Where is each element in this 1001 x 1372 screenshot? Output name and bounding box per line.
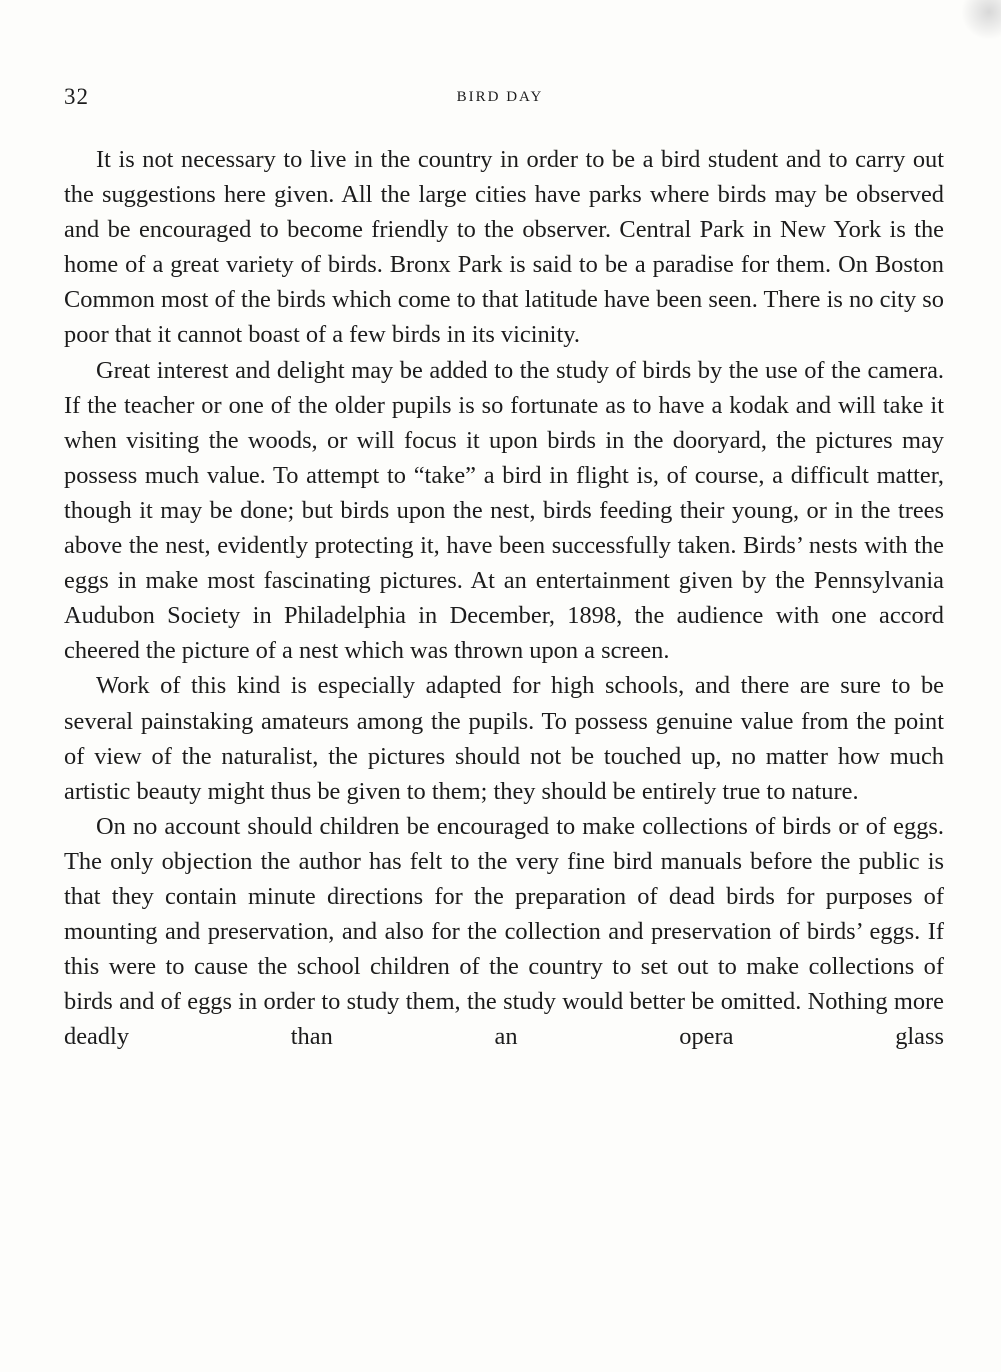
running-title: BIRD DAY xyxy=(456,89,544,105)
paragraph-city-parks: It is not necessary to live in the country in order to be a bird student and to carry out the suggestions here given. All the large cities have parks where birds may be observed and be encouraged to become friendly to the observer. Central Park in New York is the home of a great variety of birds. Bronx Park is said to be a paradise for them. On Boston Common most of the birds which come to that latitude have been seen. There is no city so poor that it cannot boast of a few birds in its vicinity. xyxy=(64,146,944,349)
paragraph-camera: Great interest and delight may be added to the study of birds by the use of the camera. If the teacher or one of the older pupils is so fortunate as to have a kodak and will take it when visiting the woods, or will focus it upon birds in the dooryard, the pictures may possess much value. To attempt to “take” a bird in flight is, of course, a difficult matter, though it may be done; but birds upon the nest, birds feeding their young, or in the trees above the nest, evidently protecting it, have been successfully taken. Birds’ nests with the eggs in make most fascinating pictures. At an entertainment given by the Pennsylvania Audubon Society in Philadelphia in December, 1898, the audience with one accord cheered the picture of a nest which was thrown upon a screen. xyxy=(64,356,944,665)
paragraph-collections: On no account should children be encouraged to make collections of birds or of eggs. The only objection the author has felt to the very fine bird manuals before the public is that they contain minute directions for the preparation of dead birds for purposes of mounting and preservation, and also for the collection and preservation of birds’ eggs. If this were to cause the school children of the country to set out to make collections of birds and of eggs in order to study them, the study would better be omitted. Nothing more deadly than an opera glass xyxy=(64,812,944,1051)
scan-artifact xyxy=(961,0,1001,40)
paragraph-high-schools: Work of this kind is especially adapted for high schools, and there are sure to be several painstaking amateurs among the pupils. To possess genuine value from the point of view of the naturalist, the pictures should not be touched up, no matter how much artistic beauty might thus be given to them; they should be entirely true to nature. xyxy=(64,672,944,805)
running-head xyxy=(64,84,944,114)
body-text xyxy=(64,142,944,1054)
page-number: 32 xyxy=(64,84,89,109)
